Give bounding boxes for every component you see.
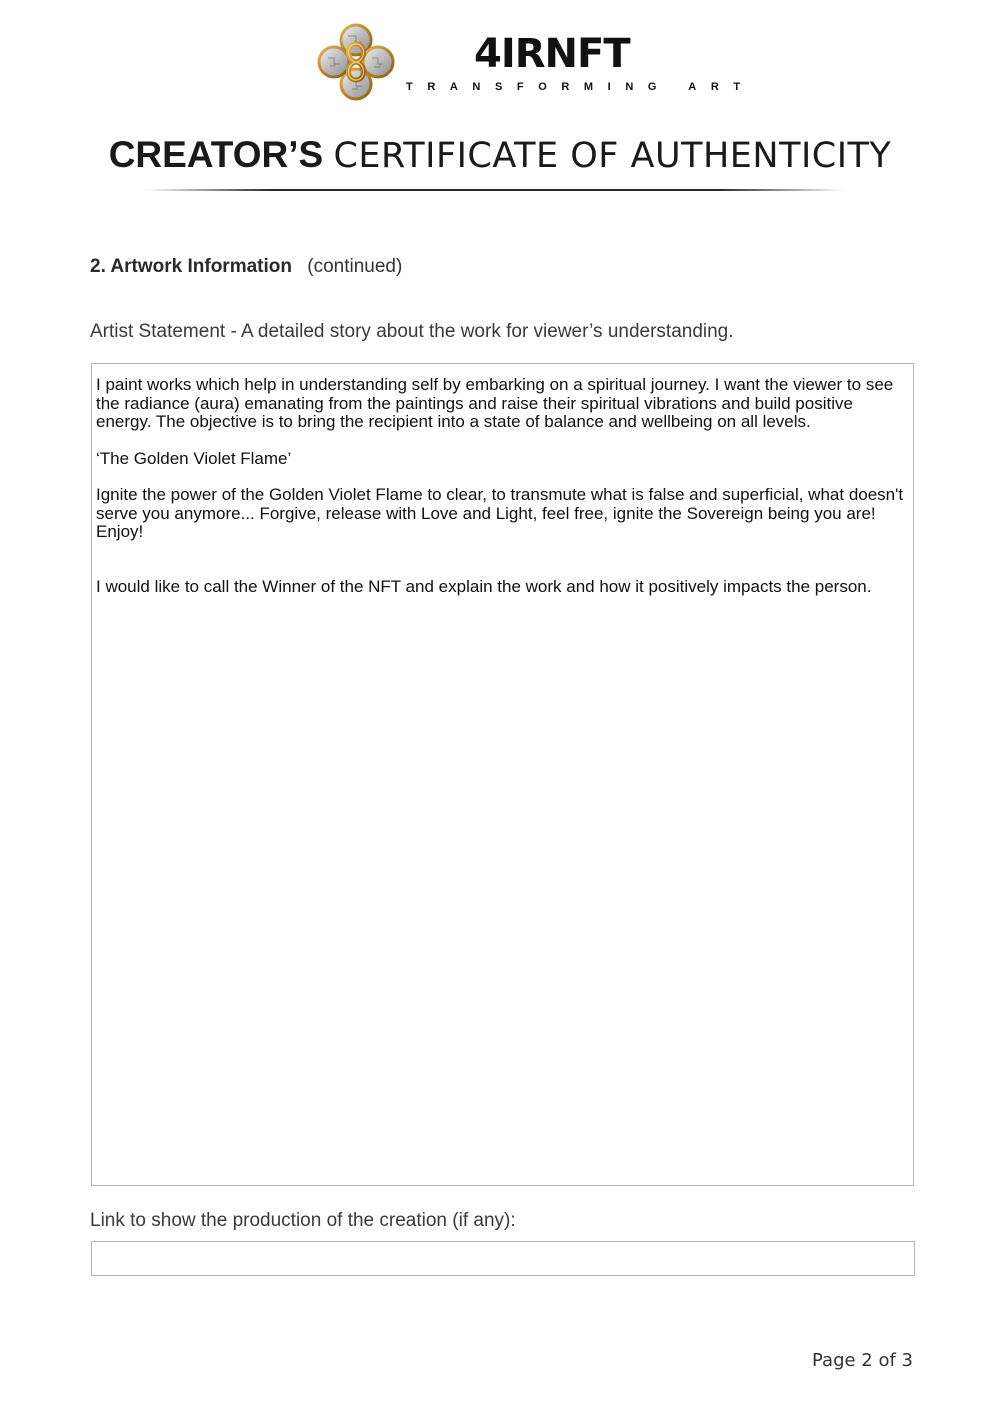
page-number: Page 2 of 3	[812, 1350, 913, 1371]
artist-statement-field[interactable]	[91, 363, 914, 1186]
section-heading-note: (continued)	[307, 256, 403, 277]
production-link-field[interactable]	[91, 1241, 915, 1276]
brand-name: 4IRNFT	[474, 31, 630, 77]
statement-paragraph: I paint works which help in understanding self by embarking on a spiritual journey. I want the viewer to see the radiance (aura) emanating from the paintings and raise their spiritual vibrations and build positive energy. The objective is to bring the recipient into a state of balance and wellbeing on all levels.	[96, 375, 894, 431]
certificate-title	[0, 136, 1000, 174]
statement-paragraph: Ignite the power of the Golden Violet Flame to clear, to transmute what is false and superficial, what doesn't serve you anymore... Forgive, release with Love and Light, feel free, ignite the Sovereign being you are! Enjoy!	[96, 485, 904, 541]
production-link-label: Link to show the production of the creation (if any):	[90, 1210, 516, 1231]
certificate-title-strong: CREATOR’S	[108, 134, 324, 175]
section-heading	[90, 257, 402, 276]
brand-header	[316, 22, 755, 104]
section-heading-title: 2. Artwork Information	[90, 256, 292, 277]
statement-artwork-title: ‘The Golden Violet Flame’	[96, 448, 292, 468]
artist-statement-label: Artist Statement - A detailed story about the work for viewer’s understanding.	[90, 321, 734, 342]
certificate-title-light: CERTIFICATE OF AUTHENTICITY	[333, 136, 892, 176]
title-divider	[145, 189, 845, 191]
statement-paragraph: I would like to call the Winner of the NFT and explain the work and how it positively impacts the person.	[96, 576, 872, 596]
brand-tagline: TRANSFORMING ART	[406, 81, 755, 93]
gold-silver-infinity-knot-icon	[316, 22, 396, 102]
